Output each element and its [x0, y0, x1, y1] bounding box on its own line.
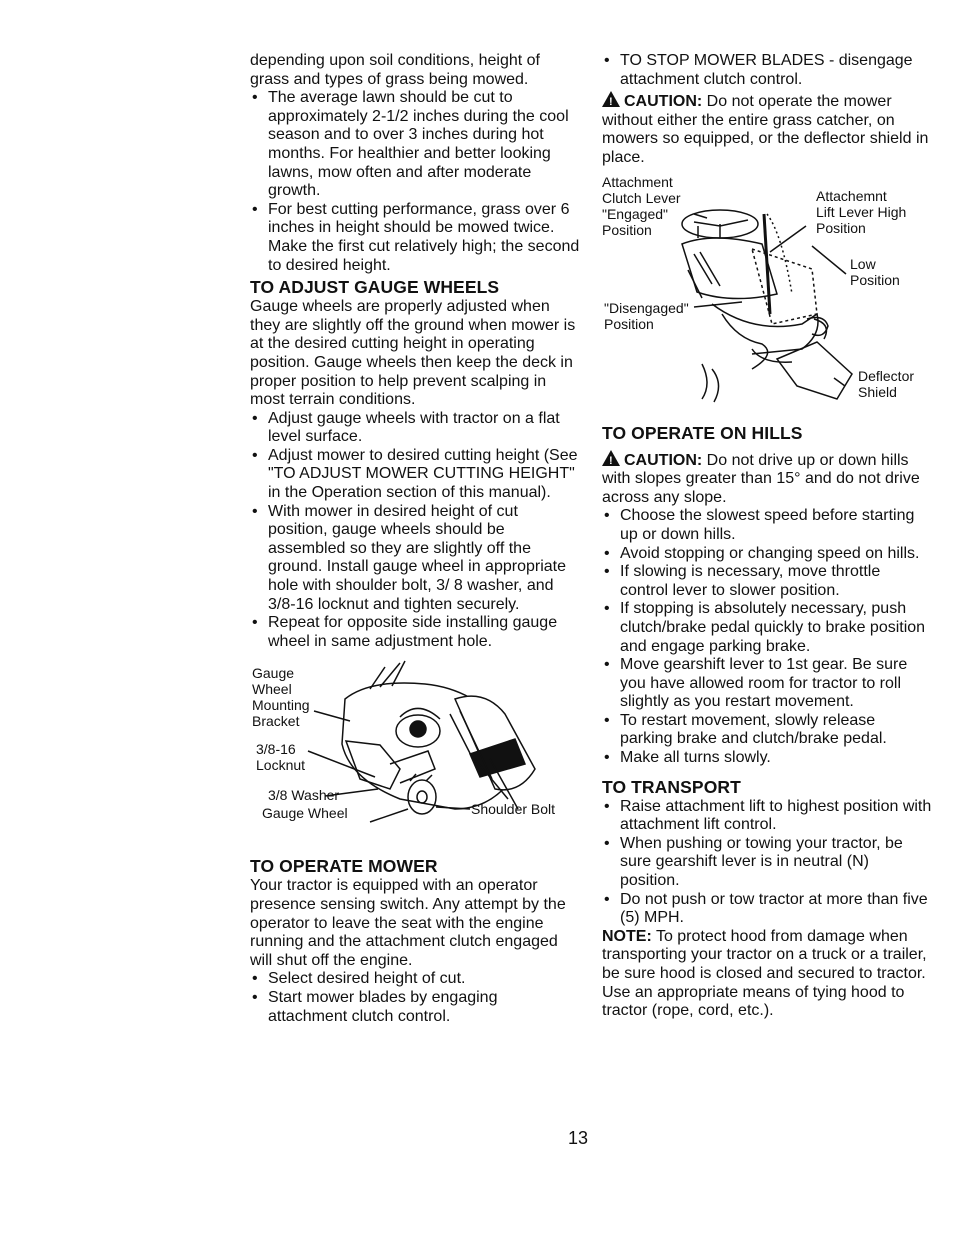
- label-line: Deflector: [858, 367, 915, 384]
- label-line: Position: [850, 271, 900, 288]
- list-item: • TO STOP MOWER BLADES - disengage attachment clutch control.: [602, 52, 932, 89]
- label-line: Lift Lever High: [816, 203, 907, 220]
- intro-bullet-list: [250, 89, 580, 275]
- list-item: • If slowing is necessary, move throttle control lever to slower position.: [602, 563, 932, 600]
- transport-note: [602, 928, 932, 1021]
- gauge-wheels-body: Gauge wheels are properly adjusted when they are slightly off the ground when mower is at the desired cutting height in operating position. Gauge wheels then keep the deck in proper position to help prevent scalping in most terrain conditions.: [250, 298, 576, 409]
- gauge-wheels-heading: TO ADJUST GAUGE WHEELS: [250, 277, 500, 298]
- list-item: • When pushing or towing your tractor, be sure gearshift lever is in neutral (N) position.: [602, 835, 932, 891]
- warning-triangle-icon: [602, 91, 620, 107]
- note-label: NOTE:: [602, 927, 652, 945]
- hills-heading: TO OPERATE ON HILLS: [602, 422, 803, 443]
- list-item: • Select desired height of cut.: [250, 970, 580, 989]
- label-line: "Engaged": [602, 205, 668, 222]
- operate-mower-heading: TO OPERATE MOWER: [250, 856, 438, 877]
- hills-list: [602, 507, 932, 767]
- list-item: • The average lawn should be cut to approximately 2-1/2 inches during the cool season and to over 3 inches during hot months. For healthier and better looking lawns, mow often and after moderate growth.: [250, 89, 580, 201]
- label-line: Shield: [858, 383, 897, 400]
- transport-list: [602, 798, 932, 928]
- label-lift-lever-high: [816, 188, 906, 236]
- list-item: • With mower in desired height of cut position, gauge wheels should be assembled so they are slightly off the ground. Install gauge wheel in appropriate hole with shoulder bolt, 3/ 8 washer, and 3/8-16 locknut and tighten securely.: [250, 503, 580, 615]
- label-shoulder-bolt: Shoulder Bolt: [471, 801, 556, 818]
- caution-deflector: [602, 91, 932, 167]
- label-line: "Disengaged": [604, 299, 689, 316]
- list-item: • Make all turns slowly.: [602, 749, 932, 768]
- label-line: Clutch Lever: [602, 189, 681, 206]
- note-text: To protect hood from damage when transporting your tractor on a truck or a trailer, be sure hood is closed and secured to tractor. Use an appropriate means of tying hood to tractor (rope, cord, etc.).: [602, 927, 927, 1020]
- list-item: • Repeat for opposite side installing gauge wheel in same adjustment hole.: [250, 614, 580, 651]
- stop-blades-list: [602, 52, 932, 89]
- list-item: • Avoid stopping or changing speed on hills.: [602, 545, 932, 564]
- caution-label: CAUTION:: [624, 451, 703, 469]
- list-item: • Adjust gauge wheels with tractor on a flat level surface.: [250, 410, 580, 447]
- list-item: • Raise attachment lift to highest position with attachment lift control.: [602, 798, 932, 835]
- label-washer: 3/8 Washer: [268, 787, 340, 804]
- operate-mower-body: Your tractor is equipped with an operator presence sensing switch. Any attempt by the operator to leave the seat with the engine running and the attachment clutch engaged will shut off the engine.: [250, 877, 566, 969]
- list-item: • If stopping is absolutely necessary, push clutch/brake pedal quickly to brake position and engage parking brake.: [602, 600, 932, 656]
- label-line: Bracket: [252, 713, 300, 730]
- list-item: • Choose the slowest speed before starting up or down hills.: [602, 507, 932, 544]
- label-gauge-wheel-bracket: [252, 665, 310, 729]
- label-line: Position: [604, 315, 654, 332]
- label-line: Gauge: [252, 665, 295, 682]
- right-column: [602, 52, 932, 1021]
- caution-label: CAUTION:: [624, 93, 703, 111]
- label-line: Mounting: [252, 697, 310, 714]
- left-column: [250, 52, 580, 1026]
- label-line: Attachemnt: [816, 187, 887, 204]
- label-deflector-shield: [858, 368, 914, 400]
- label-line: Attachment: [602, 173, 673, 190]
- caution-text: Do not operate the mower without either the entire grass catcher, on mowers so equipped, or the deflector shield in place.: [602, 93, 929, 166]
- label-gauge-wheel: Gauge Wheel: [262, 805, 348, 822]
- hills-caution: [602, 450, 932, 508]
- label-line: Wheel: [252, 681, 292, 698]
- list-item: • Start mower blades by engaging attachment clutch control.: [250, 989, 580, 1026]
- list-item: • Do not push or tow tractor at more than five (5) MPH.: [602, 891, 932, 928]
- intro-paragraph: depending upon soil conditions, height of grass and types of grass being mowed.: [250, 52, 540, 88]
- label-line: Position: [602, 221, 652, 238]
- list-item: • Adjust mower to desired cutting height (See "TO ADJUST MOWER CUTTING HEIGHT" in the Operation section of this manual).: [250, 447, 580, 503]
- label-disengaged: [604, 300, 689, 332]
- list-item: • Move gearshift lever to 1st gear. Be sure you have allowed room for tractor to roll slightly as you restart movement.: [602, 656, 932, 712]
- label-line: Low: [850, 255, 876, 272]
- label-line: Locknut: [256, 757, 306, 774]
- label-locknut: [256, 741, 305, 773]
- label-line: Position: [816, 219, 866, 236]
- label-line: 3/8-16: [256, 741, 296, 758]
- label-clutch-engaged: [602, 174, 681, 238]
- attachment-clutch-figure: [602, 174, 932, 414]
- transport-heading: TO TRANSPORT: [602, 776, 741, 797]
- warning-triangle-icon: [602, 450, 620, 466]
- list-item: • To restart movement, slowly release parking brake and clutch/brake pedal.: [602, 712, 932, 749]
- operate-mower-list: [250, 970, 580, 1026]
- list-item: • For best cutting performance, grass over 6 inches in height should be mowed twice. Make the first cut relatively high; the second to desired height.: [250, 201, 580, 275]
- gauge-wheel-figure: [250, 659, 580, 845]
- caution-text: Do not drive up or down hills with slopes greater than 15° and do not drive across any slope.: [602, 451, 920, 506]
- gauge-wheels-list: [250, 410, 580, 652]
- label-low-position: [850, 256, 900, 288]
- page-number: 13: [568, 1128, 589, 1148]
